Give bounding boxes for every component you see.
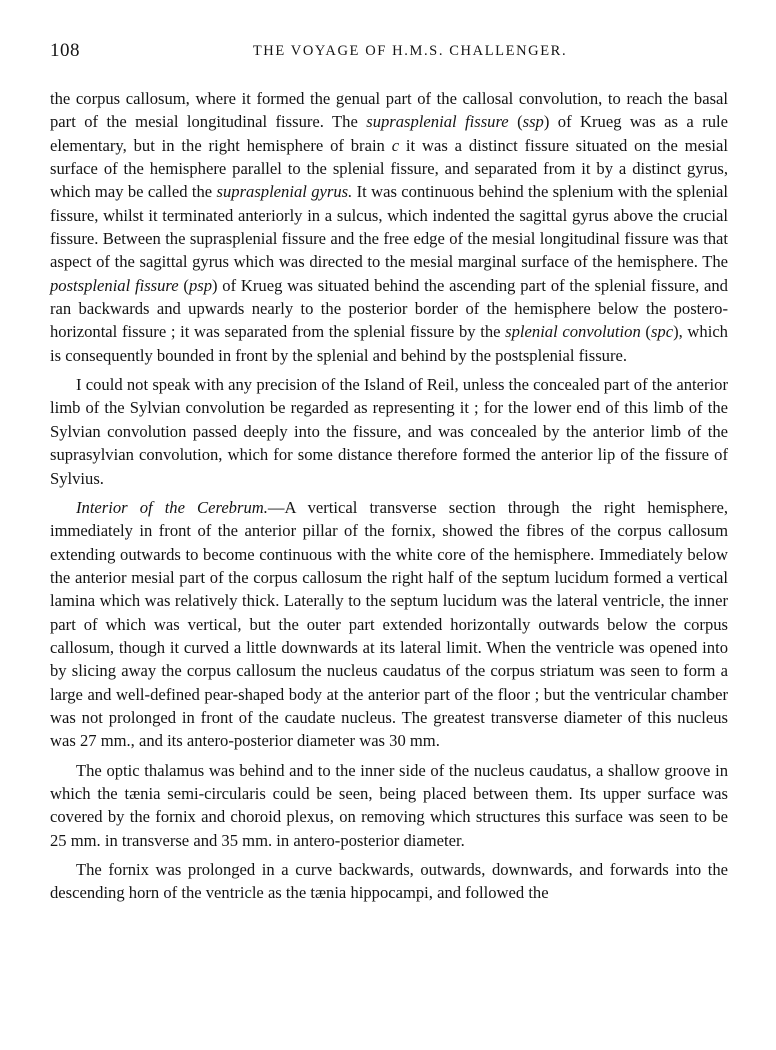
italic-term: Interior of the Cerebrum. xyxy=(76,497,268,517)
text-run: the corpus callosum, where it formed the genual part of the callosal convolution, to reach the basal part of the mesial longitudinal fissure. The xyxy=(50,89,728,132)
text-run: The fornix was prolonged in a curve backwards, outwards, downwards, and forwards into the descending horn of the ventricle as the tænia hippocampi, and followed the xyxy=(50,860,728,903)
text-run: I could not speak with any precision of the Island of Reil, unless the concealed part of the anterior limb of the Sylvian convolution be regarded as representing it ; for the lower end of this limb of the Sylvian convolution passed deeply into the fissure, and was concealed by the anterior limb of the suprasylvian convolution, which for some distance therefore formed the anterior lip of the fissure of Sylvius. xyxy=(50,375,728,488)
italic-term: ssp xyxy=(522,112,544,132)
body-text xyxy=(50,87,728,905)
text-run: ) of Krueg was as a rule elementary, but in the right hemisphere of brain xyxy=(50,112,728,155)
italic-term: c xyxy=(391,135,400,155)
italic-term: splenial convolution xyxy=(505,322,641,342)
text-run: ), which is consequently bounded in front by the splenial and behind by the postsplenial fissure. xyxy=(50,322,728,365)
text-run: ) of Krueg was situated behind the ascending part of the splenial fissure, and ran backwards and upwards nearly to the posterior border of the hemisphere below the postero-horizontal fissure ; it was separated from the splenial fissure by the xyxy=(50,275,728,342)
running-title: THE VOYAGE OF H.M.S. CHALLENGER. xyxy=(252,43,568,59)
italic-term: psp xyxy=(188,275,212,295)
paragraph-fissures xyxy=(50,87,728,367)
text-run: ( xyxy=(640,322,651,342)
page-number: 108 xyxy=(50,40,80,61)
text-run: It was continuous behind the splenium with the splenial fissure, whilst it terminated anteriorly in a sulcus, which indented the sagittal gyrus above the crucial fissure. Between the suprasplenial fissure and the free edge of the mesial longitudinal fissure was that aspect of the sagittal gyrus which was directed to the mesial marginal surface of the hemisphere. The xyxy=(50,182,728,272)
italic-term: suprasplenial fissure xyxy=(366,112,509,132)
page-header xyxy=(50,40,730,66)
italic-term: suprasplenial gyrus. xyxy=(216,182,353,202)
text-run: The optic thalamus was behind and to the inner side of the nucleus caudatus, a shallow groove in which the tænia semi-circularis could be seen, being placed between them. Its upper surface was covered by the fornix and choroid plexus, on removing which structures this surface was seen to be 25 mm. in transverse and 35 mm. in antero-posterior diameter. xyxy=(50,760,728,850)
text-run: ( xyxy=(178,275,189,295)
text-run: it was a distinct fissure situated on the mesial surface of the hemisphere parallel to the splenial fissure, and separated from it by a distinct gyrus, which may be called the xyxy=(50,135,728,202)
paragraph-optic-thalamus xyxy=(50,759,728,852)
italic-term: postsplenial fissure xyxy=(50,275,179,295)
text-run: —A vertical transverse section through the right hemisphere, immediately in front of the anterior pillar of the fornix, showed the fibres of the corpus callosum extending outwards to become continuous with the white core of the hemisphere. Immediately below the anterior mesial part of the corpus callosum the right half of the septum lucidum formed a vertical lamina which was relatively thick. Laterally to the septum lucidum was the lateral ventricle, the inner part of which was vertical, but the outer part extended horizontally outwards below the corpus callosum, though it curved a little downwards at its lateral limit. When the ventricle was opened into by slicing away the corpus callosum the nucleus caudatus of the corpus striatum was seen to form a large and well-defined pear-shaped body at the anterior part of the floor ; but the ventricular chamber was not prolonged in front of the caudate nucleus. The greatest transverse diameter of this nucleus was 27 mm., and its antero-posterior diameter was 30 mm. xyxy=(50,497,728,751)
paragraph-fornix xyxy=(50,858,728,905)
paragraph-island-of-reil xyxy=(50,373,728,490)
italic-term: spc xyxy=(650,322,674,342)
text-run: ( xyxy=(508,112,523,132)
paragraph-interior-of-cerebrum xyxy=(50,496,728,753)
